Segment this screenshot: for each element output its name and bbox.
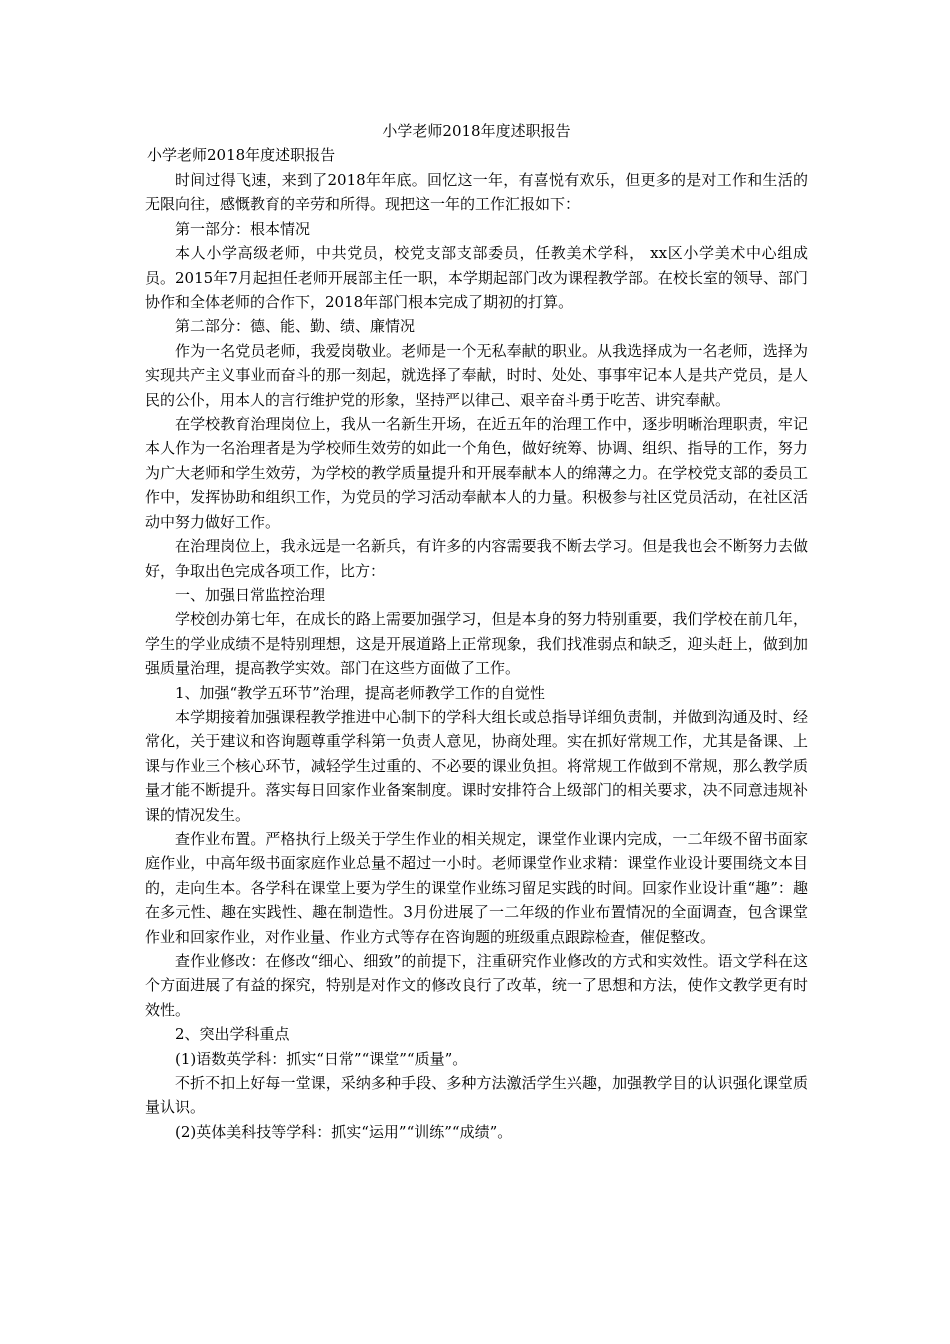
paragraph: 查作业修改：在修改“细心、细致”的前提下，注重研究作业修改的方式和实效性。语文学科在这个方面进展了有益的探究，特别是对作文的修改良行了改革，统一了思想和方法，使作文教学更有时效性。 [145,952,808,1019]
paragraph: 本学期接着加强课程教学推进中心制下的学科大组长或总指导详细负责制，并做到沟通及时、经常化，关于建议和咨询题尊重学科第一负责人意见，协商处理。实在抓好常规工作，尤其是备课、上课与作业三个核心环节，减轻学生过重的、不必要的课业负担。将常规工作做到不常规，那么教学质量才能不断提升。落实每日回家作业备案制度。课时安排符合上级部门的相关要求，决不同意违规补课的情况发生。 [145,707,808,824]
paragraph: 2、突出学科重点 [175,1025,290,1044]
paragraph: 在学校教育治理岗位上，我从一名新生开场，在近五年的治理工作中，逐步明晰治理职责，牢记本人作为一名治理者是为学校师生效劳的如此一个角色，做好统筹、协调、组织、指导的工作，努力为广大老师和学生效劳，为学校的教学质量提升和开展奉献本人的绵薄之力。在学校党支部的委员工作中，发挥协助和组织工作，为党员的学习活动奉献本人的力量。积极参与社区党员活动，在社区活动中努力做好工作。 [145,415,808,531]
document-title: 小学老师2018年度述职报告 [382,122,571,140]
paragraph: 时间过得飞速，来到了2018年年底。回忆这一年，有喜悦有欢乐，但更多的是对工作和生活的无限向往，感慨教育的辛劳和所得。现把这一年的工作汇报如下： [145,171,808,214]
document-subtitle: 小学老师2018年度述职报告 [147,146,336,164]
paragraph: (2)英体美科技等学科：抓实“运用”“训练”“成绩”。 [175,1122,513,1141]
paragraph: 不折不扣上好每一堂课，采纳多种手段、多种方法激活学生兴趣，加强教学目的认识强化课堂质量认识。 [145,1074,808,1117]
paragraph: 第一部分：根本情况 [175,219,311,238]
paragraph: 学校创办第七年，在成长的路上需要加强学习，但是本身的努力特别重要，我们学校在前几年，学生的学业成绩不是特别理想，这是开展道路上正常现象，我们找准弱点和缺乏，迎头赶上，做到加强质量治理，提高教学实效。部门在这些方面做了工作。 [145,610,808,678]
document-page [145,120,808,1144]
paragraph: 查作业布置。严格执行上级关于学生作业的相关规定，课堂作业课内完成，一二年级不留书面家庭作业，中高年级书面家庭作业总量不超过一小时。老师课堂作业求精：课堂作业设计要围绕文本目的，走向生本。各学科在课堂上要为学生的课堂作业练习留足实践的时间。回家作业设计重“趣”：趣在多元性、趣在实践性、趣在制造性。3月份进展了一二年级的作业布置情况的全面调查，包含课堂作业和回家作业，对作业量、作业方式等存在咨询题的班级重点跟踪检查，催促整改。 [145,829,808,946]
document-body [145,168,808,1144]
paragraph: (1)语数英学科：抓实“日常”“课堂”“质量”。 [175,1049,468,1068]
paragraph: 第二部分：德、能、勤、绩、廉情况 [175,317,416,336]
paragraph: 一、加强日常监控治理 [175,585,326,604]
paragraph: 1、加强“教学五环节”治理，提高老师教学工作的自觉性 [175,683,545,702]
paragraph: 作为一名党员老师，我爱岗敬业。老师是一个无私奉献的职业。从我选择成为一名老师，选择为实现共产主义事业而奋斗的那一刻起，就选择了奉献，时时、处处、事事牢记本人是共产党员，是人民的公仆，用本人的言行维护党的形象，坚持严以律己、艰辛奋斗勇于吃苦、讲究奉献。 [145,341,808,409]
paragraph: 本人小学高级老师，中共党员，校党支部支部委员，任教美术学科， xx区小学美术中心组成员。2015年7月起担任老师开展部主任一职，本学期起部门改为课程教学部。在校长室的领导、部门协作和全体老师的合作下，2018年部门根本完成了期初的打算。 [145,244,808,312]
paragraph: 在治理岗位上，我永远是一名新兵，有许多的内容需要我不断去学习。但是我也会不断努力去做好，争取出色完成各项工作，比方： [145,537,808,580]
